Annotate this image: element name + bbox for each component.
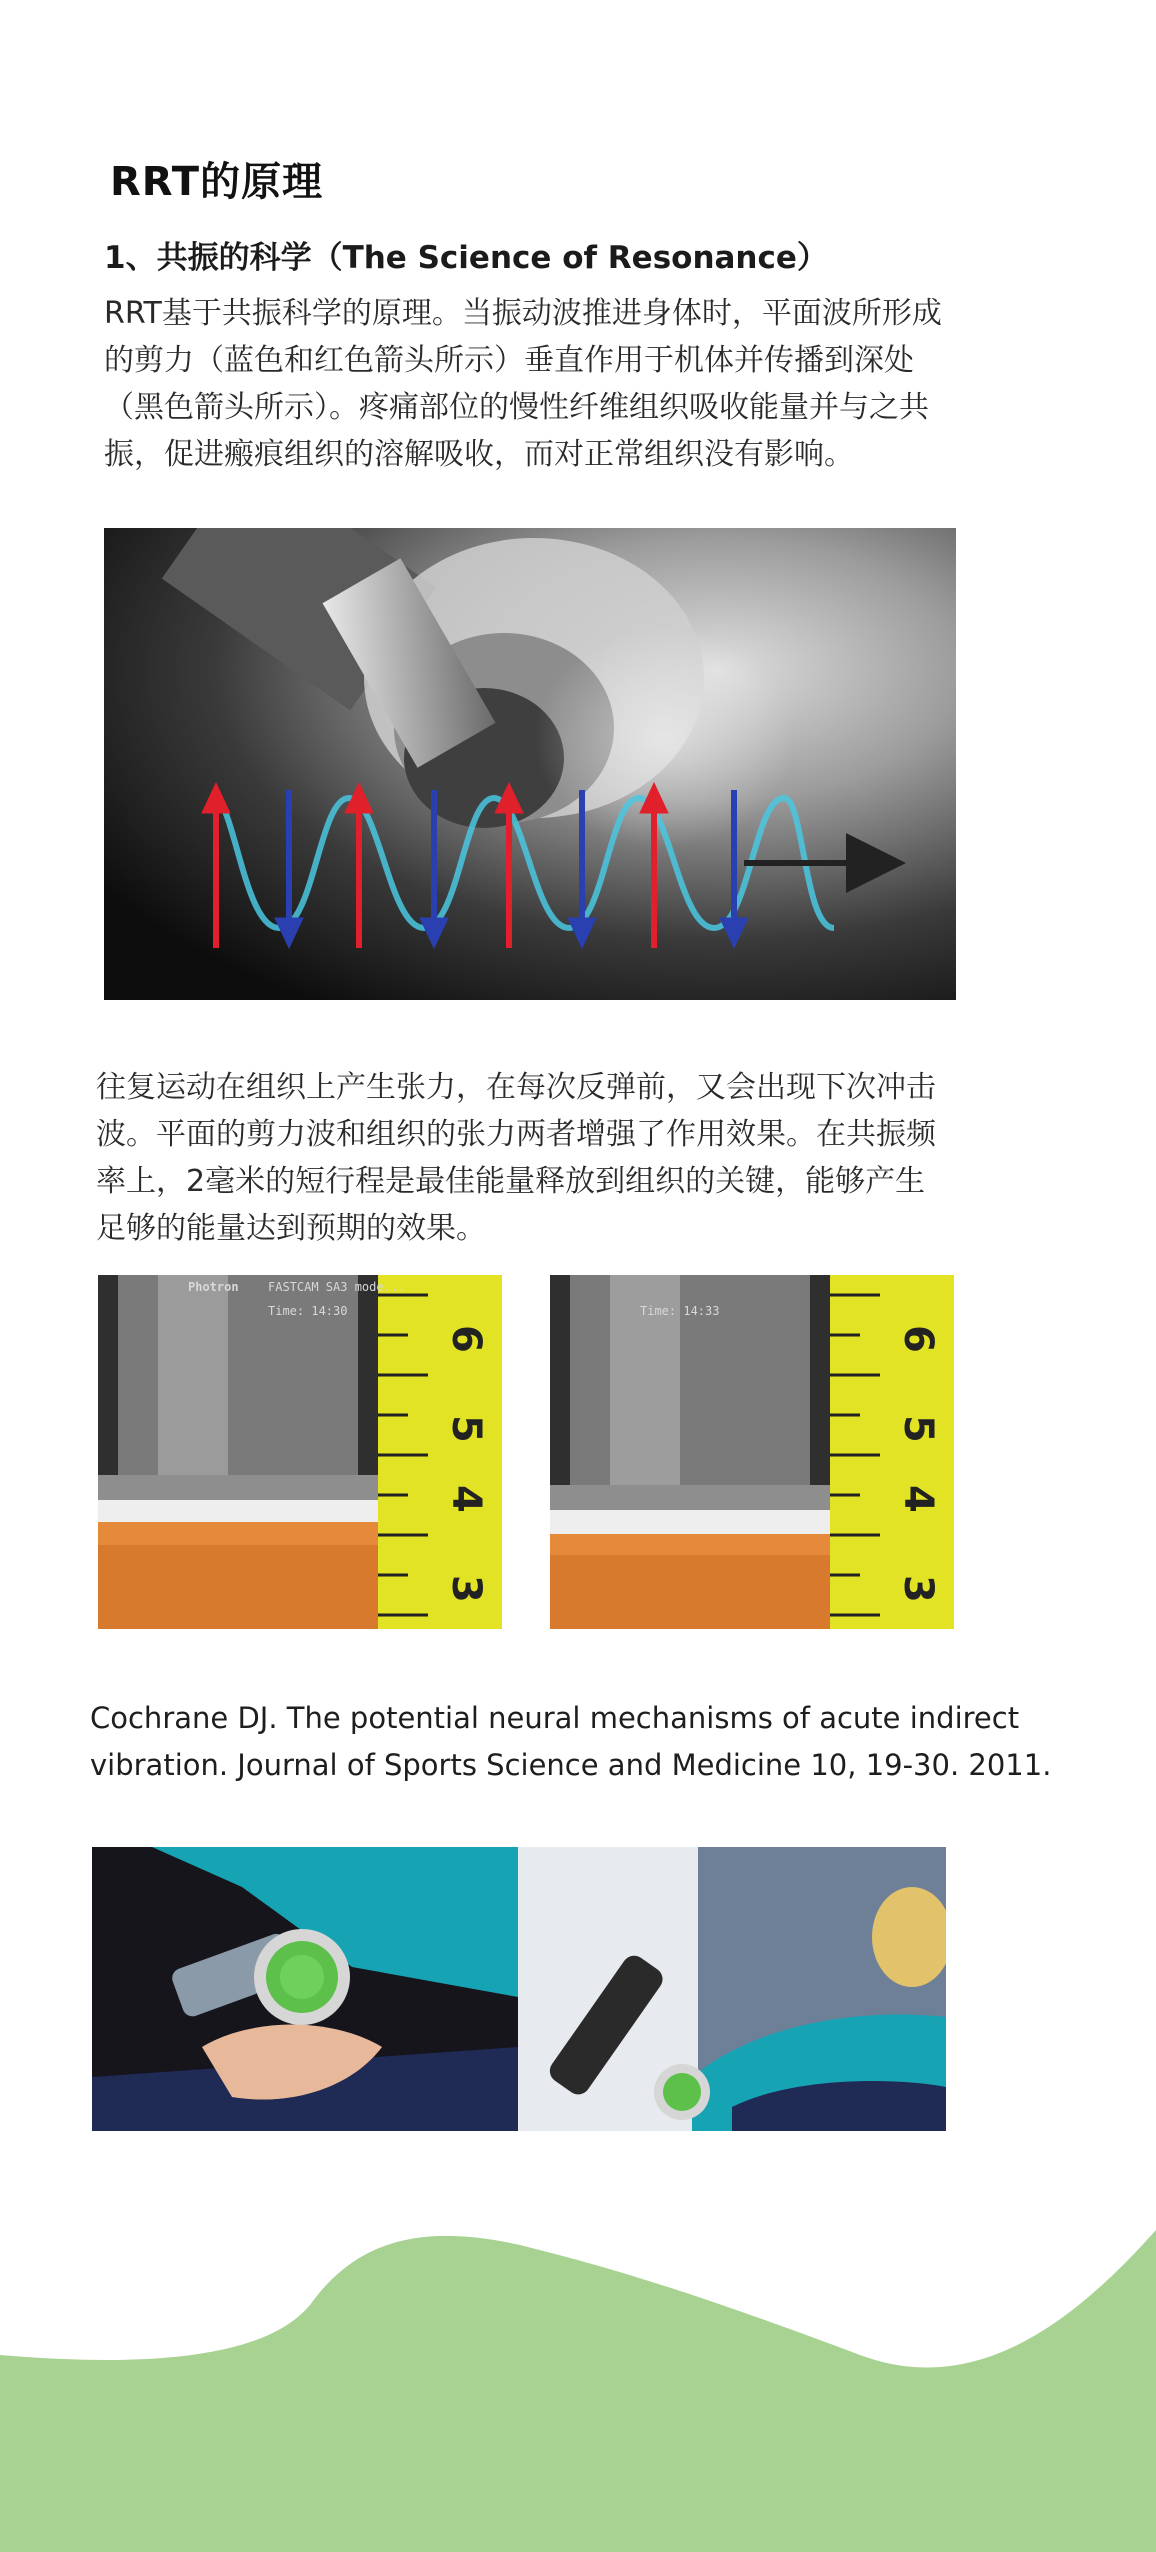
page-title: RRT的原理 bbox=[110, 159, 324, 205]
tape-number-5-left: 5 bbox=[443, 1415, 489, 1443]
decorative-bottom-wave bbox=[0, 2215, 1156, 2552]
frame-time-right: Time: 14:33 bbox=[640, 1304, 720, 1318]
camera-brand-label: Photron bbox=[188, 1280, 239, 1294]
detail-paragraph: 往复运动在组织上产生张力，在每次反弹前，又会出现下次冲击波。平面的剪力波和组织的张力两者增强了作用效果。在共振频率上，2毫米的短行程是最佳能量释放到组织的关键，能够产生足够的能量达到预期的效果。 bbox=[96, 1070, 936, 1246]
tape-number-4-right: 4 bbox=[895, 1485, 941, 1513]
frame-time-left: Time: 14:30 bbox=[268, 1304, 348, 1318]
section-heading: 1、共振的科学（The Science of Resonance） bbox=[104, 240, 828, 276]
treatment-photos-image bbox=[92, 1847, 946, 2131]
tape-number-5-right: 5 bbox=[895, 1415, 941, 1443]
tape-number-3-left: 3 bbox=[443, 1575, 489, 1603]
stroke-frame-left-image bbox=[98, 1275, 502, 1629]
tape-number-4-left: 4 bbox=[443, 1485, 489, 1513]
resonance-wave-image bbox=[104, 528, 956, 1000]
tape-number-3-right: 3 bbox=[895, 1575, 941, 1603]
camera-mode-label: FASTCAM SA3 mode... bbox=[268, 1280, 406, 1294]
intro-paragraph: RRT基于共振科学的原理。当振动波推进身体时，平面波所形成的剪力（蓝色和红色箭头所示）垂直作用于机体并传播到深处（黑色箭头所示）。疼痛部位的慢性纤维组织吸收能量并与之共振，促进瘢痕组织的溶解吸收，而对正常组织没有影响。 bbox=[104, 296, 942, 472]
stroke-frame-right-image bbox=[550, 1275, 954, 1629]
tape-number-6-right: 6 bbox=[895, 1325, 941, 1353]
tape-number-6-left: 6 bbox=[443, 1325, 489, 1353]
citation-text: Cochrane DJ. The potential neural mechanisms of acute indirect vibration. Journal of Sports Science and Medicine 10, 19-30. 2011. bbox=[90, 1701, 1052, 1782]
